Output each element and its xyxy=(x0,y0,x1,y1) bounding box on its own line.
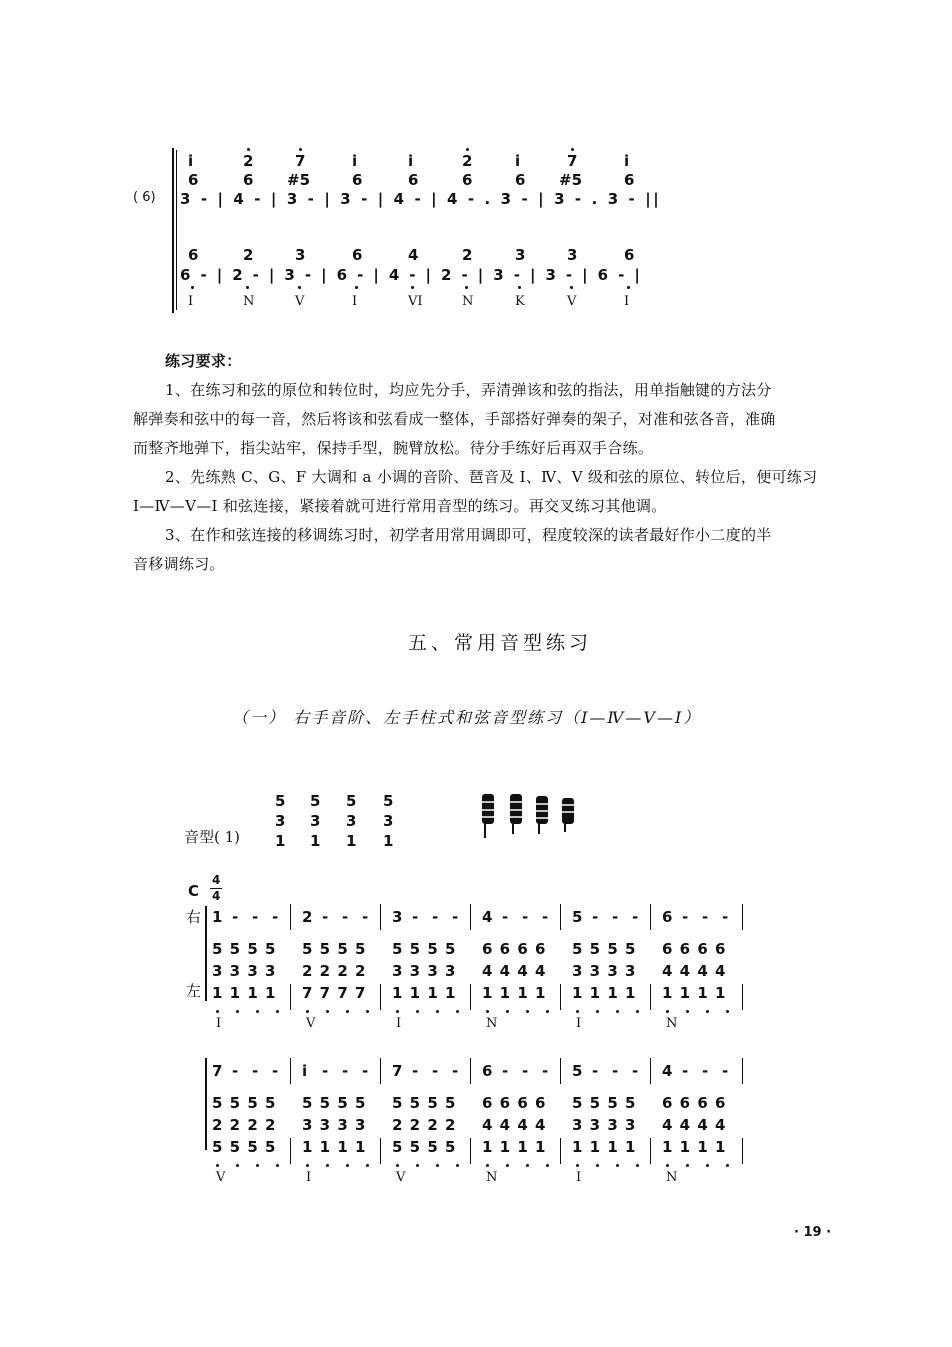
melody-note: 4 xyxy=(662,1062,673,1080)
melody-bar-line xyxy=(742,1058,743,1084)
melody-note: 5 xyxy=(572,1062,583,1080)
req-p2-line1: 2、先练熟 C、G、F 大调和 a 小调的音阶、琶音及 Ⅰ、Ⅳ、Ⅴ 级和弦的原位、转位后，便可练习 xyxy=(165,468,818,486)
pattern-digit-bot: 1 xyxy=(310,832,321,850)
upper-note-top: 2 xyxy=(243,152,254,170)
page-number: · 19 · xyxy=(794,1225,832,1240)
requirements-heading: 练习要求： xyxy=(165,352,242,370)
pattern-digit-bot: 1 xyxy=(275,832,286,850)
chord-degree: I xyxy=(352,294,358,309)
melody-note: 5 xyxy=(572,908,583,926)
melody-bar-line xyxy=(650,904,651,930)
melody-note: - xyxy=(682,1062,689,1080)
melody-note: - xyxy=(542,1062,549,1080)
pattern-digit-top: 5 xyxy=(346,792,357,810)
chord-bar-line xyxy=(470,1138,471,1164)
low-octave-dot xyxy=(366,1164,369,1167)
upper-note-top: i xyxy=(624,152,630,170)
melody-note: 2 xyxy=(302,908,313,926)
high-octave-dot xyxy=(299,148,302,151)
low-octave-dot xyxy=(616,1010,619,1013)
upper-note-mid: #5 xyxy=(287,171,311,189)
melody-bar-line xyxy=(560,1058,561,1084)
pattern-digit-mid: 3 xyxy=(383,812,394,830)
low-octave-dot xyxy=(486,1164,489,1167)
req-p1-line1: 1、在练习和弦的原位和转位时，均应先分手，弄清弹该和弦的指法，用单指触键的方法分 xyxy=(165,381,772,399)
section-title: 五、常用音型练习 xyxy=(408,632,593,654)
chord-degree: K xyxy=(515,294,525,309)
chord-degree: I xyxy=(188,294,194,309)
melody-note: - xyxy=(522,1062,529,1080)
high-octave-dot xyxy=(571,148,574,151)
melody-note: 6 xyxy=(662,908,673,926)
upper-note-top: 7 xyxy=(567,152,578,170)
melody-note: - xyxy=(272,1062,279,1080)
chord-digits-chord-mid: 3 3 3 3 xyxy=(302,1116,367,1134)
chord-digits-chord-bot: 7 7 7 7 xyxy=(302,984,367,1002)
low-octave-dot xyxy=(298,286,301,289)
melody-note: - xyxy=(502,908,509,926)
chord-degree: VI xyxy=(408,294,423,309)
low-octave-dot xyxy=(396,1010,399,1013)
upper-note-mid: 6 xyxy=(243,171,254,189)
chord-digits-chord-mid: 4 4 4 4 xyxy=(482,962,547,980)
melody-note: 6 xyxy=(482,1062,493,1080)
low-octave-dot xyxy=(726,1164,729,1167)
melody-note: - xyxy=(452,1062,459,1080)
chord-digits-chord-top: 6 6 6 6 xyxy=(662,940,727,958)
melody-note: - xyxy=(362,908,369,926)
low-octave-dot xyxy=(436,1164,439,1167)
chord-degree: N xyxy=(666,1016,678,1031)
low-octave-dot xyxy=(326,1164,329,1167)
chord-bar-line xyxy=(560,1138,561,1164)
req-p3-line1: 3、在作和弦连接的移调练习时，初学者用常用调即可，程度较深的读者最好作小二度的半 xyxy=(165,526,772,544)
low-octave-dot xyxy=(518,286,521,289)
pattern-digit-mid: 3 xyxy=(346,812,357,830)
low-octave-dot xyxy=(416,1010,419,1013)
melody-note: - xyxy=(502,1062,509,1080)
low-octave-dot xyxy=(627,286,630,289)
chord-degree: V xyxy=(396,1170,406,1185)
low-octave-dot xyxy=(636,1164,639,1167)
melody-note: - xyxy=(412,908,419,926)
low-octave-dot xyxy=(686,1010,689,1013)
low-octave-dot xyxy=(506,1164,509,1167)
chord-bar-line xyxy=(380,984,381,1010)
chord-digits-chord-bot: 1 1 1 1 xyxy=(572,984,637,1002)
melody-note: - xyxy=(322,1062,329,1080)
low-octave-dot xyxy=(216,1010,219,1013)
low-octave-dot xyxy=(686,1164,689,1167)
melody-note: - xyxy=(252,1062,259,1080)
chord-digits-chord-mid: 2 2 2 2 xyxy=(392,1116,457,1134)
lower-note-top: 2 xyxy=(243,246,254,264)
melody-note: - xyxy=(432,1062,439,1080)
melody-note: - xyxy=(722,1062,729,1080)
chord-degree: V xyxy=(216,1170,226,1185)
melody-note: - xyxy=(452,908,459,926)
upper-note-mid: 6 xyxy=(624,171,635,189)
pattern-digit-top: 5 xyxy=(275,792,286,810)
chord-degree: I xyxy=(576,1016,582,1031)
melody-note: 7 xyxy=(392,1062,403,1080)
melody-note: - xyxy=(412,1062,419,1080)
melody-note: - xyxy=(702,1062,709,1080)
low-octave-dot xyxy=(456,1164,459,1167)
upper-note-mid: 6 xyxy=(408,171,419,189)
low-octave-dot xyxy=(191,286,194,289)
lower-note-top: 6 xyxy=(352,246,363,264)
chord-digits-chord-bot: 5 5 5 5 xyxy=(212,1138,277,1156)
time-signature-denominator: 4 xyxy=(212,889,221,903)
chord-bar-line xyxy=(290,1138,291,1164)
chord-bar-line xyxy=(560,984,561,1010)
low-octave-dot xyxy=(486,1010,489,1013)
chord-digits-chord-top: 5 5 5 5 xyxy=(302,940,367,958)
chord-digits-chord-bot: 1 1 1 1 xyxy=(302,1138,367,1156)
melody-note: - xyxy=(252,908,259,926)
low-octave-dot xyxy=(355,286,358,289)
low-octave-dot xyxy=(256,1010,259,1013)
chord-digits-chord-top: 5 5 5 5 xyxy=(572,940,637,958)
upper-note-top: 2 xyxy=(462,152,473,170)
low-octave-dot xyxy=(256,1164,259,1167)
chord-degree: N xyxy=(462,294,474,309)
melody-note: - xyxy=(232,1062,239,1080)
chord-digits-chord-top: 6 6 6 6 xyxy=(662,1094,727,1112)
upper-note-mid: 6 xyxy=(188,171,199,189)
low-octave-dot xyxy=(546,1164,549,1167)
upper-note-top: i xyxy=(188,152,194,170)
req-p1-line2: 解弹奏和弦中的每一音，然后将该和弦看成一整体，手部搭好弹奏的架子，对准和弦各音，准确 xyxy=(133,410,776,428)
high-octave-dot xyxy=(247,148,250,151)
pattern-digit-top: 5 xyxy=(383,792,394,810)
melody-note: - xyxy=(272,908,279,926)
chord-degree: I xyxy=(576,1170,582,1185)
exercise-label: ( 6) xyxy=(133,190,156,205)
low-octave-dot xyxy=(236,1164,239,1167)
melody-bar-line xyxy=(380,1058,381,1084)
low-octave-dot xyxy=(666,1164,669,1167)
lower-note-top: 6 xyxy=(188,246,199,264)
melody-note: 4 xyxy=(482,908,493,926)
low-octave-dot xyxy=(616,1164,619,1167)
melody-note: - xyxy=(702,908,709,926)
chord-digits-chord-mid: 4 4 4 4 xyxy=(482,1116,547,1134)
system-brace-inner xyxy=(176,150,177,310)
chord-bar-line xyxy=(290,984,291,1010)
low-octave-dot xyxy=(546,1010,549,1013)
chord-bar-line xyxy=(742,984,743,1010)
left-hand-label: 左 xyxy=(186,982,202,1000)
melody-bar-line xyxy=(560,904,561,930)
low-octave-dot xyxy=(276,1010,279,1013)
chord-digits-chord-bot: 1 1 1 1 xyxy=(482,1138,547,1156)
melody-bar-line xyxy=(650,1058,651,1084)
melody-note: - xyxy=(232,908,239,926)
chord-digits-chord-top: 5 5 5 5 xyxy=(212,1094,277,1112)
key-name: C xyxy=(188,882,200,900)
chord-degree: V xyxy=(567,294,577,309)
pattern-digit-top: 5 xyxy=(310,792,321,810)
high-octave-dot xyxy=(466,148,469,151)
melody-note: - xyxy=(342,908,349,926)
chord-digits-chord-top: 5 5 5 5 xyxy=(302,1094,367,1112)
low-octave-dot xyxy=(596,1164,599,1167)
chord-degree: N xyxy=(666,1170,678,1185)
low-octave-dot xyxy=(726,1010,729,1013)
low-octave-dot xyxy=(306,1164,309,1167)
melody-note: - xyxy=(432,908,439,926)
chord-digits-chord-bot: 1 1 1 1 xyxy=(212,984,277,1002)
low-octave-dot xyxy=(366,1010,369,1013)
chord-digits-chord-bot: 1 1 1 1 xyxy=(392,984,457,1002)
chord-degree: I xyxy=(216,1016,222,1031)
req-p2-line2: Ⅰ—Ⅳ—Ⅴ—Ⅰ 和弦连接，紧接着就可进行常用音型的练习。再交叉练习其他调。 xyxy=(133,497,667,515)
low-octave-dot xyxy=(576,1010,579,1013)
chord-digits-chord-mid: 2 2 2 2 xyxy=(212,1116,277,1134)
chord-digits-chord-mid: 3 3 3 3 xyxy=(572,1116,637,1134)
chord-degree: N xyxy=(486,1170,498,1185)
low-octave-dot xyxy=(416,1164,419,1167)
melody-note: - xyxy=(542,908,549,926)
chord-digits-chord-bot: 1 1 1 1 xyxy=(572,1138,637,1156)
req-p1-line3: 而整齐地弹下，指尖站牢，保持手型，腕臂放松。待分手练好后再双手合练。 xyxy=(133,439,654,457)
chord-digits-chord-mid: 4 4 4 4 xyxy=(662,1116,727,1134)
low-octave-dot xyxy=(346,1164,349,1167)
pattern-digit-bot: 1 xyxy=(346,832,357,850)
melody-bar-line xyxy=(470,904,471,930)
lower-note-top: 6 xyxy=(624,246,635,264)
low-octave-dot xyxy=(636,1010,639,1013)
melody-note: - xyxy=(592,1062,599,1080)
melody-note: - xyxy=(632,908,639,926)
melody-note: - xyxy=(722,908,729,926)
upper-note-top: i xyxy=(515,152,521,170)
chord-digits-chord-top: 6 6 6 6 xyxy=(482,940,547,958)
time-signature-numerator: 4 xyxy=(212,873,221,887)
low-octave-dot xyxy=(706,1164,709,1167)
melody-bar-line xyxy=(470,1058,471,1084)
chord-bar-line xyxy=(380,1138,381,1164)
chord-digits-chord-bot: 1 1 1 1 xyxy=(482,984,547,1002)
chord-digits-chord-mid: 3 3 3 3 xyxy=(212,962,277,980)
chord-bar-line xyxy=(650,984,651,1010)
melody-note: - xyxy=(682,908,689,926)
melody-bar-line xyxy=(290,1058,291,1084)
system2-brace xyxy=(205,1058,207,1150)
lower-note-top: 3 xyxy=(295,246,306,264)
melody-note: - xyxy=(612,908,619,926)
upper-note-mid: 6 xyxy=(352,171,363,189)
melody-note: - xyxy=(322,908,329,926)
chord-degree: V xyxy=(295,294,305,309)
low-octave-dot xyxy=(216,1164,219,1167)
melody-note: 7 xyxy=(212,1062,223,1080)
melody-note: - xyxy=(592,908,599,926)
lower-staff-line2: 6 - | 2 - | 3 - | 6 - | 4 - | 2 - | 3 - | 3 - | 6 - | xyxy=(180,266,643,284)
lower-note-top: 3 xyxy=(515,246,526,264)
lower-note-top: 2 xyxy=(462,246,473,264)
upper-note-top: 7 xyxy=(295,152,306,170)
chord-notation-icon xyxy=(476,790,586,840)
chord-degree: I xyxy=(624,294,630,309)
chord-degree: N xyxy=(486,1016,498,1031)
upper-note-top: i xyxy=(408,152,414,170)
low-octave-dot xyxy=(506,1010,509,1013)
subsection-title: （一） 右手音阶、左手柱式和弦音型练习（Ⅰ—Ⅳ—Ⅴ—Ⅰ） xyxy=(232,708,702,727)
melody-bar-line xyxy=(380,904,381,930)
low-octave-dot xyxy=(596,1010,599,1013)
chord-bar-line xyxy=(650,1138,651,1164)
chord-digits-chord-top: 5 5 5 5 xyxy=(212,940,277,958)
chord-digits-chord-top: 5 5 5 5 xyxy=(572,1094,637,1112)
low-octave-dot xyxy=(246,286,249,289)
low-octave-dot xyxy=(666,1010,669,1013)
chord-digits-chord-mid: 2 2 2 2 xyxy=(302,962,367,980)
low-octave-dot xyxy=(570,286,573,289)
chord-degree: N xyxy=(243,294,255,309)
low-octave-dot xyxy=(346,1010,349,1013)
low-octave-dot xyxy=(465,286,468,289)
upper-staff-line3: 3 - | 4 - | 3 - | 3 - | 4 - | 4 - . 3 - | 3 - . 3 - || xyxy=(180,190,662,208)
pattern-digit-mid: 3 xyxy=(275,812,286,830)
melody-note: - xyxy=(612,1062,619,1080)
melody-note: 1 xyxy=(212,908,223,926)
pattern-digit-mid: 3 xyxy=(310,812,321,830)
low-octave-dot xyxy=(526,1010,529,1013)
system-brace xyxy=(172,148,174,313)
low-octave-dot xyxy=(576,1164,579,1167)
lower-note-top: 3 xyxy=(567,246,578,264)
low-octave-dot xyxy=(276,1164,279,1167)
low-octave-dot xyxy=(706,1010,709,1013)
chord-digits-chord-mid: 3 3 3 3 xyxy=(392,962,457,980)
melody-note: 3 xyxy=(392,908,403,926)
chord-digits-chord-mid: 4 4 4 4 xyxy=(662,962,727,980)
chord-degree: I xyxy=(306,1170,312,1185)
melody-note: - xyxy=(522,908,529,926)
low-octave-dot xyxy=(396,1164,399,1167)
melody-note: - xyxy=(342,1062,349,1080)
low-octave-dot xyxy=(436,1010,439,1013)
melody-bar-line xyxy=(290,904,291,930)
low-octave-dot xyxy=(411,286,414,289)
chord-bar-line xyxy=(470,984,471,1010)
upper-note-mid: 6 xyxy=(515,171,526,189)
pattern-label: 音型( 1) xyxy=(184,828,241,846)
upper-note-top: i xyxy=(352,152,358,170)
chord-degree: V xyxy=(306,1016,316,1031)
low-octave-dot xyxy=(456,1010,459,1013)
chord-digits-chord-bot: 5 5 5 5 xyxy=(392,1138,457,1156)
chord-digits-chord-top: 5 5 5 5 xyxy=(392,940,457,958)
low-octave-dot xyxy=(306,1010,309,1013)
low-octave-dot xyxy=(526,1164,529,1167)
chord-digits-chord-top: 5 5 5 5 xyxy=(392,1094,457,1112)
chord-bar-line xyxy=(742,1138,743,1164)
melody-note: - xyxy=(362,1062,369,1080)
melody-note: i xyxy=(302,1062,308,1080)
upper-note-mid: #5 xyxy=(559,171,583,189)
chord-degree: I xyxy=(396,1016,402,1031)
low-octave-dot xyxy=(326,1010,329,1013)
chord-digits-chord-mid: 3 3 3 3 xyxy=(572,962,637,980)
chord-digits-chord-top: 6 6 6 6 xyxy=(482,1094,547,1112)
upper-note-mid: 6 xyxy=(462,171,473,189)
chord-digits-chord-bot: 1 1 1 1 xyxy=(662,1138,727,1156)
melody-note: - xyxy=(632,1062,639,1080)
req-p3-line2: 音移调练习。 xyxy=(133,555,225,573)
pattern-digit-bot: 1 xyxy=(383,832,394,850)
lower-note-top: 4 xyxy=(408,246,419,264)
chord-digits-chord-bot: 1 1 1 1 xyxy=(662,984,727,1002)
melody-bar-line xyxy=(742,904,743,930)
low-octave-dot xyxy=(236,1010,239,1013)
right-hand-label: 右 xyxy=(186,908,202,926)
system1-brace xyxy=(205,906,207,1001)
